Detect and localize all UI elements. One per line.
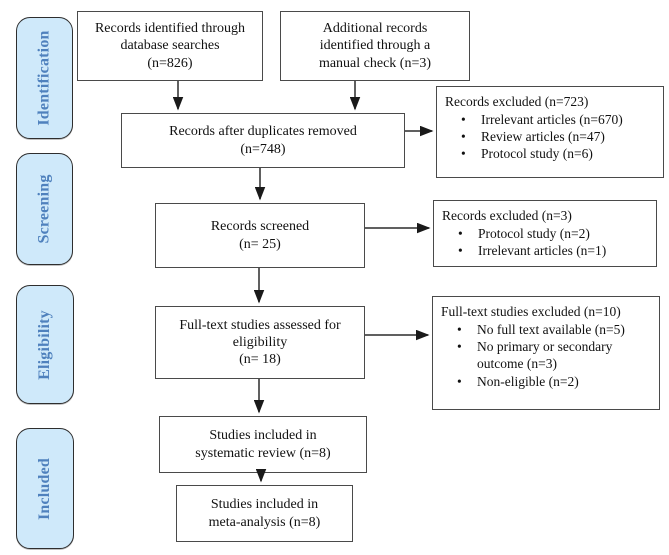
stage-identification [16, 17, 73, 139]
box-line: (n=748) [240, 141, 286, 157]
box-line: Additional records [322, 21, 428, 37]
box-line: (n=826) [147, 55, 193, 71]
exclusion-title: Records excluded (n=723) [445, 94, 589, 109]
stage-eligibility [16, 285, 74, 404]
exclusion-title: Records excluded (n=3) [442, 208, 572, 223]
exclusion-item: • Protocol study (n=2) [442, 225, 652, 242]
box-line: eligibility [232, 334, 288, 350]
box-systematic-review [159, 416, 367, 473]
box-line: manual check (n=3) [318, 55, 432, 71]
exclusion-item: • No full text available (n=5) [441, 321, 655, 338]
exclusion-item: • Protocol study (n=6) [445, 145, 659, 162]
box-line: Records screened [210, 219, 310, 235]
exclusion-list [445, 111, 659, 162]
box-duplicates-removed [121, 113, 405, 168]
box-line: meta-analysis (n=8) [208, 514, 321, 530]
box-line: Full-text studies assessed for [179, 317, 341, 333]
box-line: Studies included in [209, 428, 317, 444]
box-line: Records after duplicates removed [169, 124, 357, 140]
exclusion-title: Full-text studies excluded (n=10) [441, 304, 621, 319]
stage-screening [16, 153, 73, 265]
exclusion-list [442, 225, 652, 259]
box-line: systematic review (n=8) [195, 445, 331, 461]
box-line: Studies included in [210, 497, 319, 513]
box-records-screened [155, 203, 365, 268]
box-line: (n= 18) [239, 352, 281, 368]
stage-screening-label: Screening [35, 174, 53, 244]
stage-identification-label: Identification [35, 30, 53, 126]
box-additional-records [280, 11, 470, 81]
stage-eligibility-label: Eligibility [36, 309, 53, 380]
stage-included-label: Included [36, 457, 54, 520]
box-excluded-identification [436, 86, 664, 178]
exclusion-item: • Irrelevant articles (n=670) [445, 111, 659, 128]
box-meta-analysis [176, 485, 353, 542]
box-line: Records identified through [94, 21, 246, 37]
box-excluded-screening [433, 200, 657, 267]
exclusion-list [441, 321, 655, 390]
box-line: identified through a [319, 38, 431, 54]
stage-included [16, 428, 74, 549]
exclusion-item: • Irrelevant articles (n=1) [442, 242, 652, 259]
box-records-identified [77, 11, 263, 81]
exclusion-item: • Review articles (n=47) [445, 128, 659, 145]
box-line: database searches [120, 38, 220, 54]
box-line: (n= 25) [239, 236, 281, 252]
exclusion-item: • No primary or secondary outcome (n=3) [441, 338, 655, 372]
exclusion-item: • Non-eligible (n=2) [441, 373, 655, 390]
box-fulltext-assessed [155, 306, 365, 379]
box-excluded-eligibility [432, 296, 660, 410]
